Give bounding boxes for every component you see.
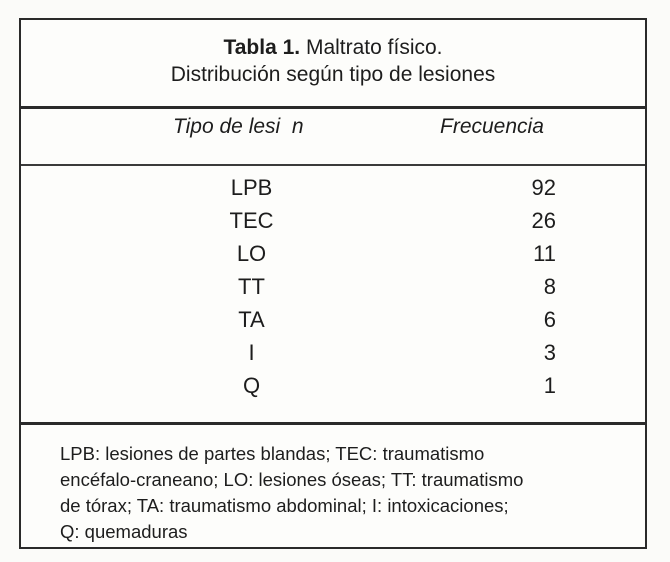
- table-row: [21, 307, 645, 340]
- cell-type: I: [248, 340, 255, 365]
- cell-frequency: 3: [543, 340, 556, 365]
- table-row: [21, 340, 645, 373]
- cell-type: TT: [238, 274, 265, 299]
- cell-type: Q: [242, 373, 261, 398]
- cell-frequency: 11: [533, 241, 556, 266]
- cell-frequency: 8: [543, 274, 556, 299]
- footnote-line: Q: quemaduras: [60, 521, 188, 542]
- cell-frequency: 92: [531, 175, 556, 200]
- cell-frequency: 1: [543, 373, 556, 398]
- caption-line-1: [21, 34, 645, 61]
- cell-type: TA: [238, 307, 265, 332]
- table-row: [21, 208, 645, 241]
- caption-title: Maltrato físico.: [300, 36, 443, 59]
- column-header-type: Tipo de lesi n: [173, 115, 304, 138]
- table-row: [21, 175, 645, 208]
- table-row: [21, 373, 645, 406]
- footnote-line: LPB: lesiones de partes blandas; TEC: traumatismo: [60, 443, 485, 464]
- cell-frequency: 26: [531, 208, 556, 233]
- table-caption: [21, 34, 645, 88]
- cell-type: TEC: [229, 208, 274, 233]
- table-footnote: [60, 441, 630, 545]
- table-row: [21, 241, 645, 274]
- caption-line-2: Distribución según tipo de lesiones: [170, 63, 496, 86]
- column-header-frequency: Frecuencia: [440, 115, 544, 138]
- cell-type: LPB: [230, 175, 273, 200]
- header-bottom-rule: [21, 164, 645, 166]
- caption-label: Tabla 1.: [223, 36, 301, 59]
- body-bottom-rule: [21, 422, 645, 425]
- header-top-rule: [21, 106, 645, 109]
- table-frame: [19, 18, 647, 549]
- footnote-line: encéfalo-craneano; LO: lesiones óseas; TT: traumatismo: [60, 469, 524, 490]
- table-body: [21, 175, 645, 406]
- table-row: [21, 274, 645, 307]
- cell-type: LO: [236, 241, 267, 266]
- cell-frequency: 6: [543, 307, 556, 332]
- footnote-line: de tórax; TA: traumatismo abdominal; I: intoxicaciones;: [60, 495, 509, 516]
